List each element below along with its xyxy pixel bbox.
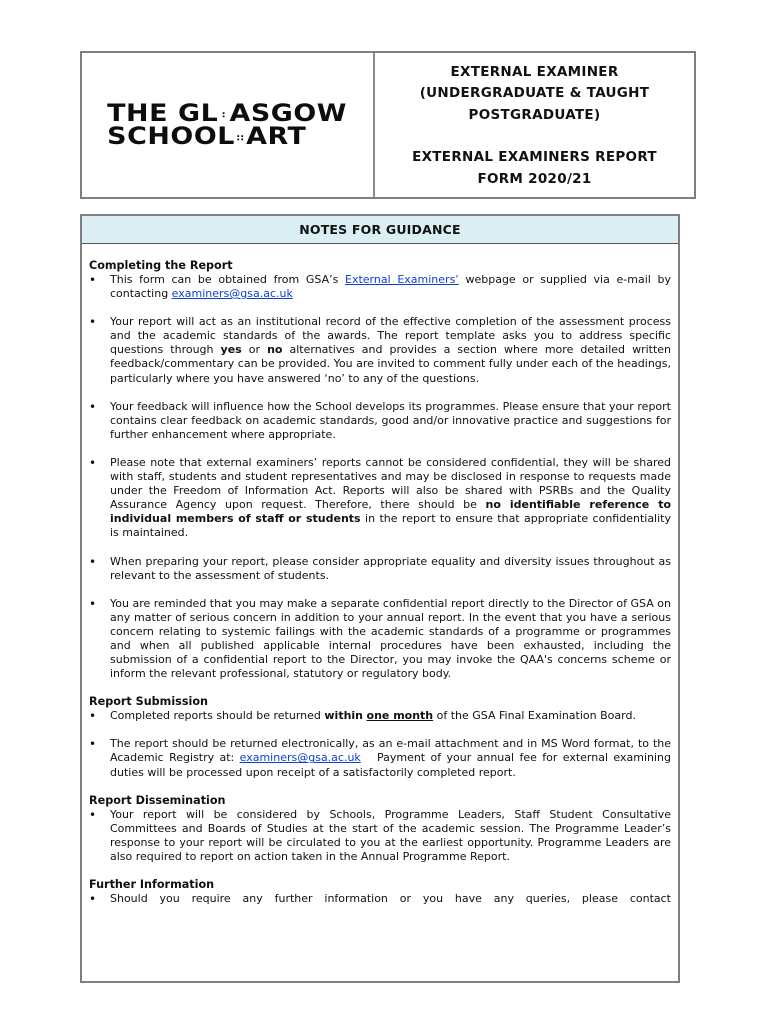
notes-body <box>82 244 678 906</box>
section-report-submission <box>89 695 675 779</box>
bullet-list <box>89 892 671 906</box>
list-item: • When preparing your report, please consider appropriate equality and diversity issues throughout as relevant to the assessment of students. <box>89 555 671 583</box>
subtitle-line-2: FORM 2020/21 <box>477 170 592 187</box>
notes-heading: NOTES FOR GUIDANCE <box>82 216 678 244</box>
document-title <box>375 53 694 197</box>
glasgow-school-of-art-logo <box>107 99 348 150</box>
external-examiners-link[interactable]: External Examiners’ <box>345 273 459 286</box>
section-title: Report Submission <box>89 695 208 709</box>
document-header <box>80 51 696 199</box>
bullet-list <box>89 709 675 779</box>
list-item: • The report should be returned electronically, as an e-mail attachment and in MS Word format, to the Academic Registry at: examiners@gsa.ac.uk Payment of your annual fee for external examining duties will be processed upon receipt of a satisfactorily completed report. <box>89 737 671 779</box>
list-item: • Completed reports should be returned within one month of the GSA Final Examination Board. <box>89 709 671 723</box>
list-item: • Your report will be considered by Schools, Programme Leaders, Staff Student Consultative Committees and Boards of Studies at the start of the academic session. The Programme Leader’s response to your report will be circulated to you at the earliest opportunity. Programme Leaders are also required to report on action taken in the Annual Programme Report. <box>89 808 671 864</box>
examiners-email-link[interactable]: examiners@gsa.ac.uk <box>171 287 293 301</box>
title-line-1: EXTERNAL EXAMINER <box>450 63 619 80</box>
title-line-3: POSTGRADUATE) <box>468 106 601 123</box>
logo-colon-mark-icon: ∶ <box>222 111 227 121</box>
section-title: Report Dissemination <box>89 793 226 807</box>
section-completing-report <box>89 259 671 681</box>
bullet-list <box>89 808 671 864</box>
bullet-list <box>89 273 671 681</box>
list-item: • Should you require any further information or you have any queries, please contact <box>89 892 671 906</box>
list-item: • Please note that external examiners’ reports cannot be considered confidential, they will be shared with staff, students and student representatives and may be disclosed in response to requests made under the Freedom of Information Act. Reports will also be shared with PSRBs and the Quality Assurance Agency upon request. Therefore, there should be no identifiable reference to individual members of staff or students in the report to ensure that appropriate confidentiality is maintained. <box>89 456 671 541</box>
logo-line-2: SCHOOL ∷ART <box>107 122 307 150</box>
list-item: • Your feedback will influence how the School develops its programmes. Please ensure that your report contains clear feedback on academic standards, good and/or innovative practice and suggestions for further enhancement where appropriate. <box>89 400 671 442</box>
section-title: Further Information <box>89 878 215 891</box>
logo-line-1: THE GL ∶ ASGOW <box>107 99 348 127</box>
list-item: • This form can be obtained from GSA’s External Examiners’ webpage or supplied via e-mail by contacting examiners@gsa.ac.uk <box>89 273 671 301</box>
title-line-2: (UNDERGRADUATE & TAUGHT <box>419 85 650 102</box>
section-further-information <box>89 878 671 906</box>
notes-for-guidance-box <box>80 214 680 983</box>
section-report-dissemination <box>89 794 671 864</box>
section-title: Completing the Report <box>89 259 233 272</box>
logo-of-mark-icon: ∷ <box>237 134 245 144</box>
logo-cell <box>82 53 375 197</box>
list-item: • Your report will act as an institutional record of the effective completion of the assessment process and the academic standards of the awards. The report template asks you to address specific questions through yes or no alternatives and provides a section where more detailed written feedback/commentary can be provided. You are invited to comment fully under each of the headings, particularly where you have answered ‘no’ to any of the questions. <box>89 315 671 385</box>
examiners-email-link[interactable]: examiners@gsa.ac.uk <box>239 751 361 765</box>
list-item: • You are reminded that you may make a separate confidential report directly to the Director of GSA on any matter of serious concern in addition to your annual report. In the event that you have a serious concern relating to systemic failings with the academic standards of a programme or programmes and when all published applicable internal procedures have been exhausted, including the submission of a confidential report to the Director, you may invoke the QAA's concerns scheme or inform the relevant professional, statutory or regulatory body. <box>89 597 671 682</box>
subtitle-line-1: EXTERNAL EXAMINERS REPORT <box>412 149 657 166</box>
